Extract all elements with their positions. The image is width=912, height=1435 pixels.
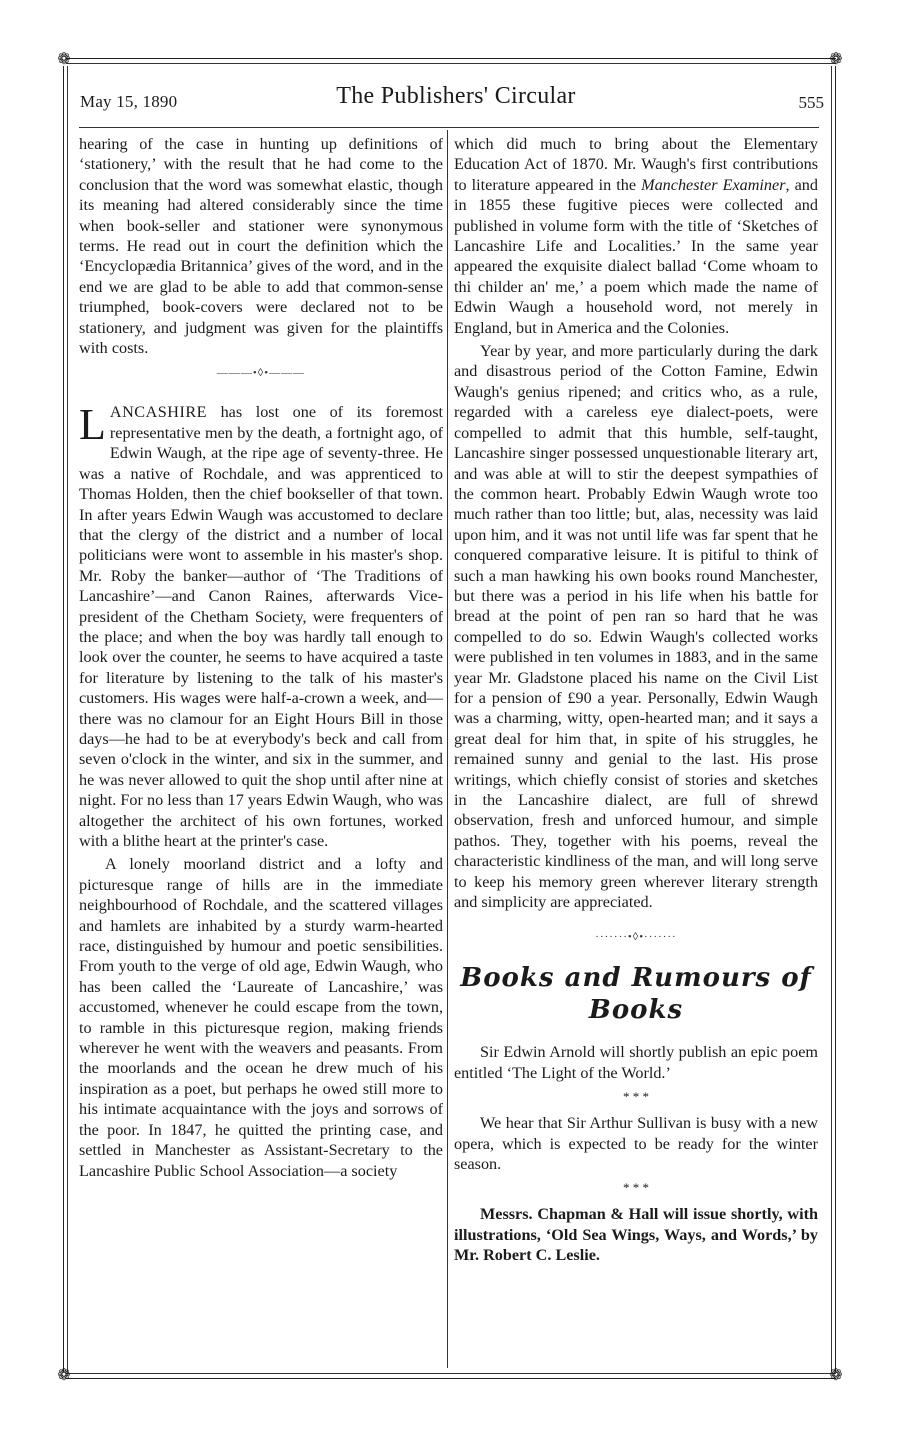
bottom-rule xyxy=(66,1378,836,1379)
paragraph: Year by year, and more particularly during the dark and disastrous period of the Cotton Famine, Edwin Waugh's genius ripened; and critics who, as a rule, regarded with a careless eye dialect-poets, were compelled to admit that this humble, self-taught, Lancashire singer possessed unquestionable literary art, and was able at will to stir the deepest sympathies of the common heart. Probably Edwin Waugh wrote too much rather than too little; but, alas, necessity was laid upon him, and it was not until life was far spent that he conquered comparative leisure. It is pitiful to think of such a man hawking his own books round Manchester, but there was a period in his life when his battle for bread at the point of pen ran so hard that he was compelled to do so. Edwin Waugh's collected works were published in ten volumes in 1883, and in the same year Mr. Gladstone placed his name on the Civil List for a pension of £90 a year. Personally, Edwin Waugh was a charming, witty, open-hearted man; and it says a great deal for him that, in spite of his struggles, he remained sunny and genial to the last. His prose writings, which chiefly consist of stories and sketches in the Lancashire dialect, are full of shrewd observation, fresh and unforced humour, and simple pathos. They, together with his poems, reveal the characteristic kindliness of the man, and will long serve to keep his memory green wherever literary strength and simplicity are appreciated. xyxy=(454,342,818,912)
news-item: Messrs. Chapman & Hall will issue shortly, with illustrations, ‘Old Sea Wings, Ways, and Words,’ by Mr. Robert C. Leslie. xyxy=(454,1205,818,1265)
paragraph xyxy=(454,134,818,338)
news-item: We hear that Sir Arthur Sullivan is busy with a new opera, which is expected to be ready for the winter season. xyxy=(454,1114,818,1174)
section-separator: ———•◊•——— xyxy=(216,367,306,380)
corner-ornament-icon: ❁ xyxy=(829,1367,843,1384)
right-column xyxy=(454,134,818,1266)
drop-cap: L xyxy=(79,400,106,450)
paragraph-text: , and in 1855 these fugitive pieces were collected and published in volume form with the title of ‘Sketches of Lancashire Life and Localities.’ In the same year appeared the exquisite dialect ballad ‘Come whoam to thi childer an' me,’ a poem which made the name of Edwin Waugh a household word, not merely in England, but in America and the Colonies. xyxy=(454,175,818,337)
paragraph-lancashire xyxy=(79,402,443,851)
corner-ornament-icon: ❁ xyxy=(829,51,843,68)
paragraph-text: which did much to bring about the Elementary Education Act of 1870. Mr. Waugh's first contributions to literature appeared in the xyxy=(454,135,818,194)
left-rule xyxy=(63,66,64,1372)
right-rule xyxy=(835,66,836,1372)
page-title: The Publishers' Circular xyxy=(336,83,576,109)
news-item: Sir Edwin Arnold will shortly publish an epic poem entitled ‘The Light of the World.’ xyxy=(454,1043,818,1082)
paragraph: A lonely moorland district and a lofty and picturesque range of hills are in the immediate neighbourhood of Rochdale, and the scattered villages and hamlets are inhabited by a sturdy warm-hearted race, distinguished by humour and poetic sensibilities. From youth to the verge of old age, Edwin Waugh, who has been called the ‘Laureate of Lancashire,’ was accustomed, whenever he could escape from the town, to ramble in this picturesque region, making friends wherever he went with the weavers and peasants. From the moorlands and the ocean he drew much of his inspiration as a poet, but perhaps he owed still more to his intimate acquaintance with the joys and sorrows of the poor. In 1847, he quitted the printing case, and settled in Manchester as Assistant-Secretary to the Lancashire Public School Association—a society xyxy=(79,855,443,1180)
page-number: 555 xyxy=(798,93,824,112)
top-rule-inner xyxy=(66,63,836,64)
column-divider xyxy=(447,130,448,1368)
issue-date: May 15, 1890 xyxy=(80,92,178,111)
corner-ornament-icon: ❁ xyxy=(57,51,71,68)
bottom-rule-inner xyxy=(66,1373,836,1374)
left-column xyxy=(79,134,443,1181)
right-rule-inner xyxy=(831,66,832,1372)
asterism: * * * xyxy=(623,1089,649,1105)
top-rule xyxy=(66,58,836,59)
section-separator: ·······•◊•······· xyxy=(595,931,677,944)
asterism: * * * xyxy=(623,1180,649,1196)
corner-ornament-icon: ❁ xyxy=(57,1367,71,1384)
left-rule-inner xyxy=(67,66,68,1372)
header-rule xyxy=(79,127,819,128)
publication-title: Manchester Examiner xyxy=(641,175,786,194)
paragraph: hearing of the case in hunting up definitions of ‘stationery,’ with the result that he had come to the conclusion that the word was somewhat elastic, though its meaning had altered considerably since the time when book-seller and stationer were synonymous terms. He read out in court the definition which the ‘Encyclopædia Britannica’ gives of the word, and in the end we are glad to be able to add that common-sense triumphed, book-covers were declared not to be stationery, and judgment was given for the plaintiffs with costs. xyxy=(79,135,443,358)
lead-word: ANCASHIRE xyxy=(109,403,208,422)
section-heading: Books and Rumours of Books xyxy=(460,963,812,1026)
paragraph-text: has lost one of its foremost representative men by the death, a fortnight ago, of Edwin Waugh, at the ripe age of seventy-three. He was a native of Rochdale, and was apprenticed to Thomas Holden, then the chief bookseller of that town. In after years Edwin Waugh was accustomed to declare that the clergy of the district and a number of local politicians were wont to assemble in his master's shop. Mr. Roby the banker—author of ‘The Traditions of Lancashire’—and Canon Raines, afterwards Vice-president of the Chetham Society, were frequenters of the place; and when the boy was hardly tall enough to look over the counter, he seems to have acquired a taste for literature by listening to the talk of his master's customers. His wages were half-a-crown a week, and—there was no clamour for an Eight Hours Bill in those days—he had to be at everybody's beck and call from seven o'clock in the winter, and six in the summer, and he was never allowed to quit the shop until after nine at night. For no less than 17 years Edwin Waugh, who was altogether the architect of his own fortunes, worked with a blithe heart at the printer's case. xyxy=(79,403,443,850)
